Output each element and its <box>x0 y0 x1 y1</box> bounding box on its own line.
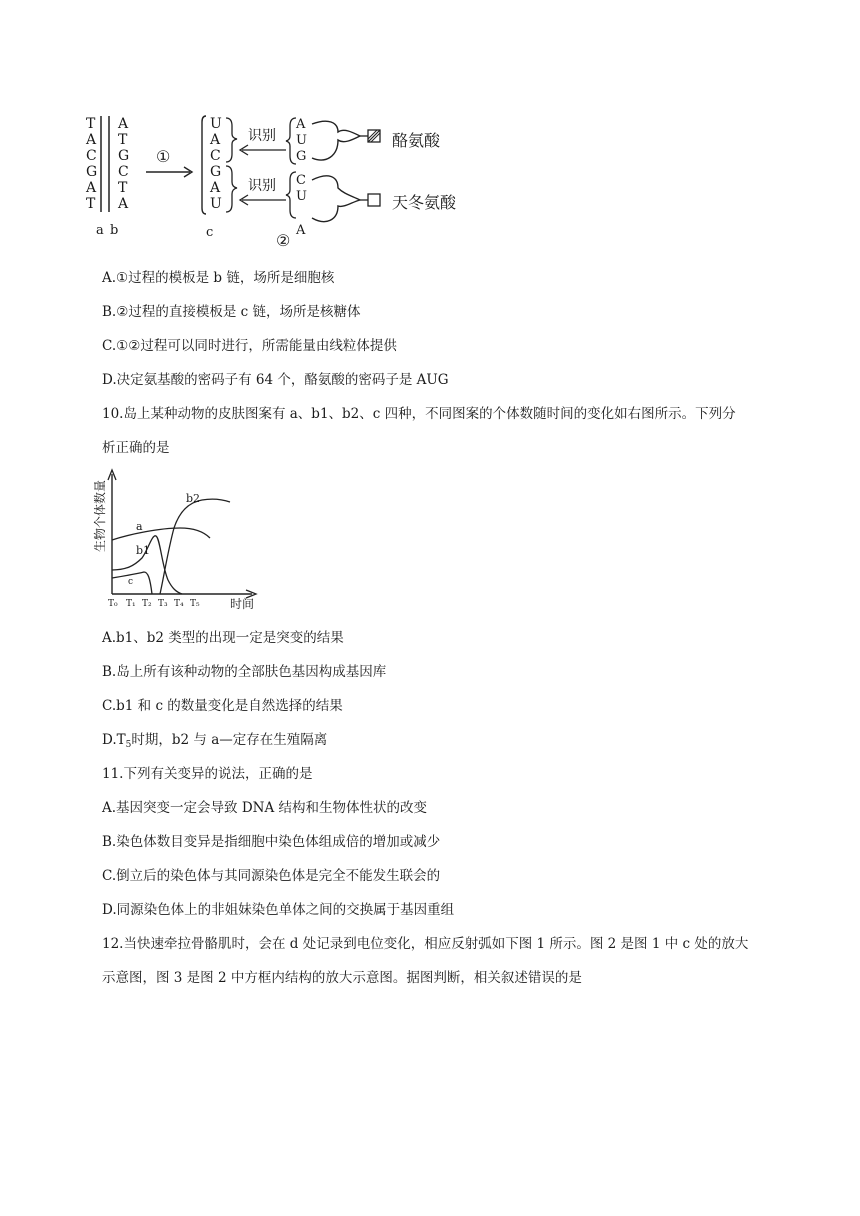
q10-option-c: C.b1 和 c 的数量变化是自然选择的结果 <box>102 698 343 714</box>
q12-stem-line1: 12.当快速牵拉骨骼肌时，会在 d 处记录到电位变化，相应反射弧如下图 1 所示。图 2 是图 1 中 c 处的放大 <box>102 936 749 952</box>
trna-2-body <box>312 176 360 222</box>
series-a-label: a <box>136 520 143 533</box>
base: C <box>210 148 221 164</box>
base: T <box>86 116 96 132</box>
tick-label: T₀ <box>108 599 118 609</box>
trna-1-anticodon <box>295 117 307 164</box>
q10-option-d-post: 时期，b2 与 a—定存在生殖隔离 <box>131 732 328 748</box>
x-ticks <box>108 599 200 609</box>
base: U <box>296 133 307 148</box>
q9-option-c: C.①②过程可以同时进行，所需能量由线粒体提供 <box>102 338 397 354</box>
q10-option-d-pre: D.T <box>102 732 126 748</box>
tick-label: T₁ <box>126 599 136 609</box>
base: U <box>296 189 307 204</box>
q11-option-d: D.同源染色体上的非姐妹染色单体之间的交换属于基因重组 <box>102 902 455 918</box>
base: A <box>118 116 129 132</box>
base: U <box>210 116 222 132</box>
base: G <box>296 149 307 164</box>
aspartate-square <box>368 194 380 206</box>
base: A <box>296 117 306 132</box>
base: T <box>86 196 96 212</box>
label-a: a <box>96 223 104 238</box>
base: T <box>118 180 128 196</box>
y-axis-label: 生物个体数量 <box>93 479 107 552</box>
amino-acid-aspartate: 天冬氨酸 <box>392 193 457 212</box>
q10-option-d-sub: 5 <box>125 740 132 750</box>
tick-label: T₂ <box>142 599 152 609</box>
base: G <box>118 148 130 164</box>
process-1-label: ① <box>156 147 171 166</box>
q10-stem-line2: 析正确的是 <box>102 440 170 456</box>
base: A <box>86 132 97 148</box>
q10-stem-line1: 10.岛上某种动物的皮肤图案有 a、b1、b2、c 四种，不同图案的个体数随时间的变化如右图所示。下列分 <box>102 406 736 422</box>
base: A <box>118 196 129 212</box>
q9-option-a: A.①过程的模板是 b 链，场所是细胞核 <box>102 270 335 286</box>
q11-option-c: C.倒立后的染色体与其同源染色体是完全不能发生联会的 <box>102 868 441 884</box>
q11-option-a: A.基因突变一定会导致 DNA 结构和生物体性状的改变 <box>102 800 428 816</box>
transcription-translation-diagram <box>80 110 480 250</box>
series-b2-label: b2 <box>186 492 201 505</box>
recognize-label-1: 识别 <box>248 128 276 144</box>
q10-option-b: B.岛上所有该种动物的全部肤色基因构成基因库 <box>102 664 387 680</box>
dna-strand-b <box>117 116 129 212</box>
q11-stem: 11.下列有关变异的说法，正确的是 <box>102 766 313 782</box>
trna-1-body <box>312 121 360 160</box>
series-b2-line <box>160 499 230 594</box>
trna-2-anticodon <box>295 173 307 238</box>
amino-acid-tyrosine: 酪氨酸 <box>392 131 441 150</box>
label-b: b <box>110 223 119 238</box>
base: A <box>210 180 221 196</box>
series-a-line <box>112 528 210 540</box>
base: C <box>86 148 97 164</box>
recognize-label-2: 识别 <box>248 178 276 194</box>
base: U <box>210 196 222 212</box>
base: G <box>86 164 98 180</box>
mrna-strand-c <box>209 116 222 212</box>
tick-label: T₄ <box>174 599 184 609</box>
q11-option-b: B.染色体数目变异是指细胞中染色体组成倍的增加或减少 <box>102 834 441 850</box>
base: A <box>296 223 306 238</box>
process-2-label: ② <box>276 231 291 250</box>
tick-label: T₅ <box>190 599 200 609</box>
base: C <box>296 173 306 188</box>
q9-option-b: B.②过程的直接模板是 c 链，场所是核糖体 <box>102 304 361 320</box>
q12-stem-line2: 示意图，图 3 是图 2 中方框内结构的放大示意图。据图判断，相关叙述错误的是 <box>102 970 582 986</box>
series-c-label: c <box>128 577 134 587</box>
population-chart <box>90 466 280 612</box>
label-c: c <box>206 225 214 240</box>
base: G <box>210 164 222 180</box>
q10-option-a: A.b1、b2 类型的出现一定是突变的结果 <box>102 630 344 646</box>
base: T <box>118 132 128 148</box>
base: C <box>118 164 129 180</box>
tick-label: T₃ <box>158 599 168 609</box>
base: A <box>86 180 97 196</box>
base: A <box>210 132 221 148</box>
series-b1-label: b1 <box>136 544 151 557</box>
q9-option-d: D.决定氨基酸的密码子有 64 个，酪氨酸的密码子是 AUG <box>102 372 449 388</box>
x-axis-label: 时间 <box>230 597 255 611</box>
dna-strand-a <box>85 116 97 212</box>
q10-option-d <box>102 730 327 755</box>
